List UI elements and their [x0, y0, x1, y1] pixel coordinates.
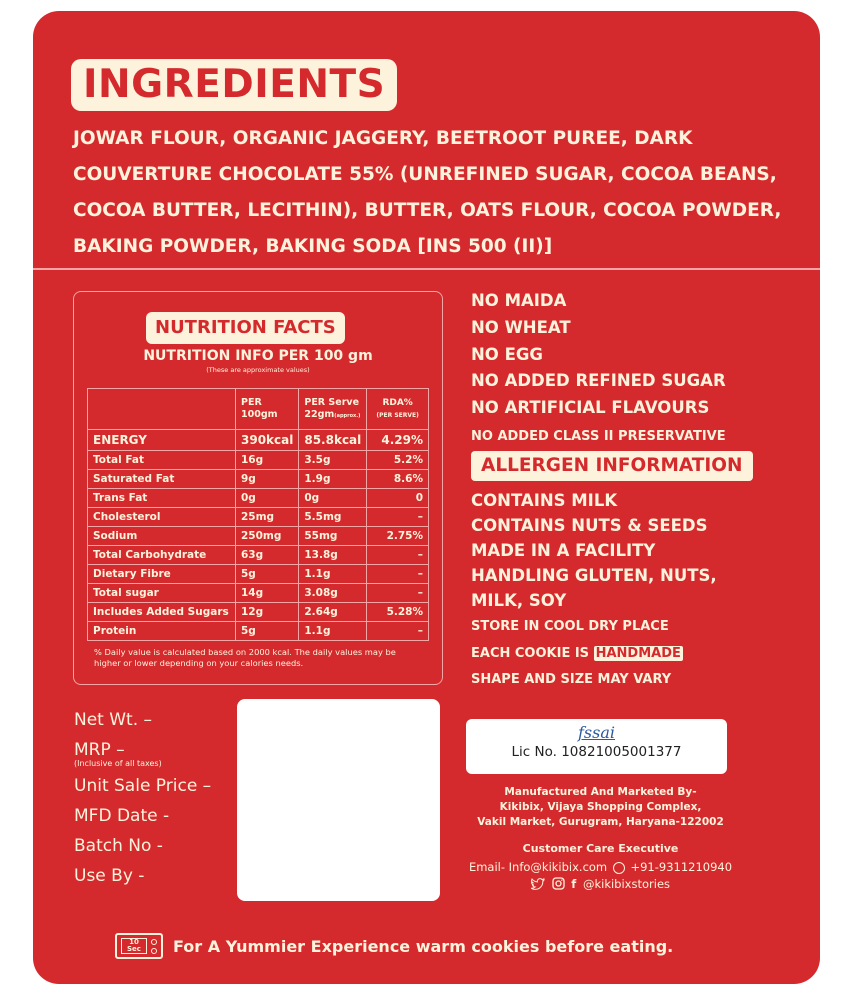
nutrition-row: [88, 508, 429, 527]
fssai-logo: fssai: [578, 723, 615, 742]
claims-list: [471, 288, 726, 452]
allergen-line: MADE IN A FACILITY: [471, 541, 656, 560]
nutrient-name: Dietary Fibre: [88, 565, 236, 584]
nutrient-per100: 5g: [236, 622, 299, 641]
nutrient-per100: 0g: [236, 489, 299, 508]
nutrient-per-serve: 1.1g: [299, 622, 367, 641]
nutrition-facts-title: NUTRITION FACTS: [146, 312, 345, 344]
nutrient-per-serve: 3.5g: [299, 451, 367, 470]
nutrient-name: Includes Added Sugars: [88, 603, 236, 622]
microwave-timer: 10 Sec: [121, 938, 147, 954]
nutrition-header-row: [88, 389, 429, 430]
microwave-icon: [115, 933, 163, 959]
nutrient-per100: 25mg: [236, 508, 299, 527]
social-handle: @kikibixstories: [582, 877, 671, 891]
nutrition-table: [87, 388, 429, 641]
pack-details-labels: [74, 705, 211, 891]
nutrient-rda: –: [367, 584, 429, 603]
mrp-label: MRP –: [74, 740, 125, 760]
allergen-list: [471, 488, 717, 613]
nutrition-row: [88, 527, 429, 546]
nutrient-per-serve: 2.64g: [299, 603, 367, 622]
nutrient-per100: 390kcal: [236, 430, 299, 451]
nutrition-row: [88, 451, 429, 470]
customer-care: [453, 840, 748, 876]
nutrition-footnote: % Daily value is calculated based on 2000 kcal. The daily values may be higher or lower depending on your calories needs.: [94, 647, 396, 668]
allergen-line: CONTAINS MILK: [471, 491, 618, 510]
nutrition-row: [88, 584, 429, 603]
nutrient-per-serve: 55mg: [299, 527, 367, 546]
nutrition-row: [88, 470, 429, 489]
header-per-serve-note: (approx.): [334, 412, 361, 419]
nutrient-per100: 250mg: [236, 527, 299, 546]
social-links: [453, 877, 748, 891]
allergen-title: ALLERGEN INFORMATION: [471, 451, 753, 481]
claim-item: NO MAIDA: [471, 291, 567, 310]
header-rda: [367, 389, 429, 430]
nutrition-row: [88, 430, 429, 451]
nutrient-per-serve: 5.5mg: [299, 508, 367, 527]
print-area-box: [237, 699, 440, 901]
nutrient-rda: –: [367, 622, 429, 641]
nutrient-per-serve: 13.8g: [299, 546, 367, 565]
header-rda-label: RDA%: [382, 397, 413, 408]
nutrient-per100: 12g: [236, 603, 299, 622]
nutrient-rda: 2.75%: [367, 527, 429, 546]
nutrient-rda: –: [367, 565, 429, 584]
header-per-serve-label: PER Serve 22gm: [304, 396, 360, 420]
unit-price-label: Unit Sale Price –: [74, 776, 212, 796]
nutrient-per100: 14g: [236, 584, 299, 603]
microwave-knob: [151, 939, 157, 945]
nutrition-subtitle: NUTRITION INFO PER 100 gm: [143, 348, 373, 364]
microwave-knob: [151, 948, 157, 954]
mrp-note: (Inclusive of all taxes): [74, 759, 162, 768]
allergen-line: HANDLING GLUTEN, NUTS,: [471, 566, 717, 585]
contact-phone: +91-9311210940: [630, 860, 733, 874]
nutrient-per-serve: 85.8kcal: [299, 430, 367, 451]
header-rda-note: (PER SERVE): [376, 411, 419, 419]
nutrient-name: ENERGY: [88, 430, 236, 451]
storage-info: [471, 614, 683, 694]
customer-care-heading: Customer Care Executive: [522, 842, 679, 855]
allergen-line: MILK, SOY: [471, 591, 567, 610]
nutrient-name: Sodium: [88, 527, 236, 546]
storage-line: SHAPE AND SIZE MAY VARY: [471, 672, 672, 687]
nutrition-note: (These are approximate values): [206, 366, 310, 374]
claim-item: NO ADDED CLASS II PRESERVATIVE: [471, 428, 726, 444]
header-per-serve: [299, 389, 367, 430]
storage-line: STORE IN COOL DRY PLACE: [471, 619, 669, 634]
nutrient-per100: 16g: [236, 451, 299, 470]
use-by-label: Use By -: [74, 866, 145, 886]
nutrient-rda: 4.29%: [367, 430, 429, 451]
contact-email: Email- Info@kikibix.com: [468, 860, 608, 874]
nutrient-name: Saturated Fat: [88, 470, 236, 489]
nutrient-rda: 5.28%: [367, 603, 429, 622]
nutrition-row: [88, 622, 429, 641]
nutrient-name: Trans Fat: [88, 489, 236, 508]
nutrient-rda: –: [367, 546, 429, 565]
nutrient-rda: 8.6%: [367, 470, 429, 489]
ingredients-text: JOWAR FLOUR, ORGANIC JAGGERY, BEETROOT PUREE, DARK COUVERTURE CHOCOLATE 55% (UNREFINED SUGAR, COCOA BEANS, COCOA BUTTER, LECITHIN), BUTTER, OATS FLOUR, COCOA POWDER, BAKING POWDER, BAKING SODA [INS 500 (II)]: [73, 128, 782, 257]
manufacturer-line: Manufactured And Marketed By-: [504, 786, 697, 798]
claim-item: NO ADDED REFINED SUGAR: [471, 371, 726, 391]
nutrient-per100: 5g: [236, 565, 299, 584]
nutrient-name: Cholesterol: [88, 508, 236, 527]
nutrient-rda: 0: [367, 489, 429, 508]
allergen-line: CONTAINS NUTS & SEEDS: [471, 516, 708, 535]
mfd-date-label: MFD Date -: [74, 806, 170, 826]
contact-line: [453, 858, 748, 876]
footer-tip: [115, 931, 673, 961]
ingredients-title: INGREDIENTS: [71, 59, 397, 111]
nutrition-row: [88, 489, 429, 508]
nutrient-name: Total sugar: [88, 584, 236, 603]
handmade-badge: HANDMADE: [595, 645, 681, 661]
nutrition-row: [88, 546, 429, 565]
nutrient-per100: 63g: [236, 546, 299, 565]
facebook-icon: f: [571, 877, 577, 891]
nutrient-per-serve: 0g: [299, 489, 367, 508]
claim-item: NO EGG: [471, 344, 543, 364]
nutrition-row: [88, 603, 429, 622]
section-divider: [33, 268, 820, 270]
batch-no-label: Batch No -: [74, 836, 163, 856]
instagram-icon: [552, 877, 565, 890]
nutrient-rda: 5.2%: [367, 451, 429, 470]
nutrient-name: Protein: [88, 622, 236, 641]
manufacturer-line: Kikibix, Vijaya Shopping Complex,: [499, 801, 702, 813]
nutrient-name: Total Carbohydrate: [88, 546, 236, 565]
claim-item: NO ARTIFICIAL FLAVOURS: [471, 398, 710, 418]
handmade-line: [471, 641, 683, 668]
claim-item: NO WHEAT: [471, 317, 571, 337]
net-wt-label: Net Wt. –: [74, 710, 153, 730]
nutrient-name: Total Fat: [88, 451, 236, 470]
package-back-panel: [33, 11, 820, 984]
nutrient-per-serve: 1.9g: [299, 470, 367, 489]
manufacturer-info: [453, 785, 748, 830]
header-nutrient: [88, 389, 236, 430]
whatsapp-icon: [613, 862, 625, 874]
footer-text: For A Yummier Experience warm cookies before eating.: [173, 936, 674, 956]
header-per100: PER 100gm: [236, 389, 299, 430]
fssai-box: [466, 719, 727, 774]
license-number: Lic No. 10821005001377: [511, 744, 682, 760]
handmade-prefix: EACH COOKIE IS: [471, 645, 594, 661]
nutrient-rda: –: [367, 508, 429, 527]
nutrient-per-serve: 1.1g: [299, 565, 367, 584]
nutrition-row: [88, 565, 429, 584]
nutrition-facts-box: [73, 291, 443, 685]
manufacturer-line: Vakil Market, Gurugram, Haryana-122002: [477, 816, 724, 828]
nutrient-per100: 9g: [236, 470, 299, 489]
nutrient-per-serve: 3.08g: [299, 584, 367, 603]
twitter-icon: [531, 878, 545, 890]
